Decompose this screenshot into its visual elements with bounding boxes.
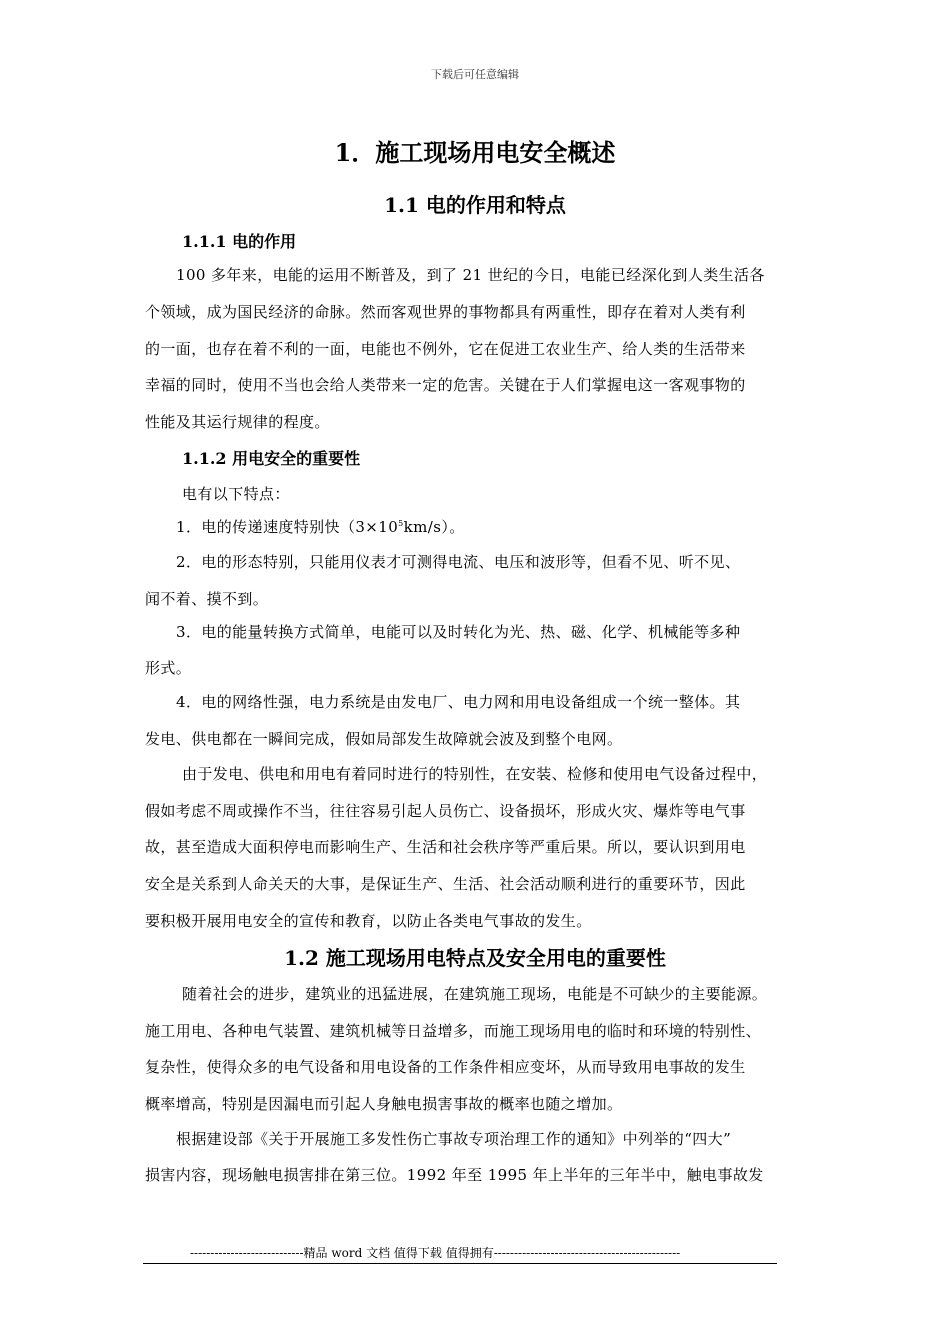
list-item-3-line1: 3．电的能量转换方式简单，电能可以及时转化为光、热、磁、化学、机械能等多种	[176, 623, 741, 641]
header-note: 下载后可任意编辑	[431, 68, 519, 81]
paragraph-line: 由于发电、供电和用电有着同时进行的特别性，在安装、检修和使用电气设备过程中，	[182, 765, 768, 783]
list-item-3-line2: 形式。	[145, 659, 192, 677]
intro-line: 电有以下特点：	[182, 485, 290, 503]
paragraph-line: 损害内容，现场触电损害排在第三位。1992 年至 1995 年上半年的三年半中，触电事故发	[145, 1166, 764, 1184]
list-item-1: 1．电的传递速度特别快$(3\times 10^5km/s)$。	[176, 518, 465, 536]
list-item-4-line2: 发电、供电都在一瞬间完成，假如局部发生故障就会波及到整个电网。	[145, 730, 623, 748]
subsection-heading-1-1-2: 1.1.2 用电安全的重要性	[182, 449, 361, 468]
paragraph-line: 根据建设部《关于开展施工多发性伤亡事故专项治理工作的通知》中列举的“四大”	[176, 1130, 732, 1148]
paragraph-line: 100 多年来，电能的运用不断普及，到了 21 世纪的今日，电能已经深化到人类生活各	[176, 266, 765, 284]
paragraph-line: 个领域，成为国民经济的命脉。然而客观世界的事物都具有两重性，即存在着对人类有利	[145, 303, 746, 321]
paragraph-line: 故，甚至造成大面积停电而影响生产、生活和社会秩序等严重后果。所以，要认识到用电	[145, 838, 746, 856]
footer-note: ----------------------------精品 word 文档 值得下载 值得拥有----------------------------------------------	[190, 1246, 681, 1260]
paragraph-line: 复杂性，使得众多的电气设备和用电设备的工作条件相应变坏，从而导致用电事故的发生	[145, 1058, 746, 1076]
exponent: 5	[398, 519, 404, 528]
subsection-heading-1-1-1: 1.1.1 电的作用	[182, 232, 297, 251]
paragraph-line: 的一面，也存在着不利的一面，电能也不例外，它在促进工农业生产、给人类的生活带来	[145, 340, 746, 358]
paragraph-line: 要积极开展用电安全的宣传和教育，以防止各类电气事故的发生。	[145, 912, 592, 930]
paragraph-line: 假如考虑不周或操作不当，往往容易引起人员伤亡、设备损坏，形成火灾、爆炸等电气事	[145, 802, 746, 820]
paragraph-line: 安全是关系到人命关天的大事，是保证生产、生活、社会活动顺利进行的重要环节，因此	[145, 875, 746, 893]
paragraph-line: 施工用电、各种电气装置、建筑机械等日益增多，而施工现场用电的临时和环境的特别性、	[145, 1022, 762, 1040]
paragraph-line: 概率增高，特别是因漏电而引起人身触电损害事故的概率也随之增加。	[145, 1095, 623, 1113]
paragraph-line: 幸福的同时，使用不当也会给人类带来一定的危害。关键在于人们掌握电这一客观事物的	[145, 376, 746, 394]
paragraph-line: 随着社会的进步，建筑业的迅猛进展，在建筑施工现场，电能是不可缺少的主要能源。	[182, 985, 768, 1003]
section-heading-1-1: 1.1 电的作用和特点	[384, 193, 566, 217]
list-item-2-line1: 2．电的形态特别，只能用仪表才可测得电流、电压和波形等，但看不见、听不见、	[176, 553, 741, 571]
list-item-4-line1: 4．电的网络性强，电力系统是由发电厂、电力网和用电设备组成一个统一整体。其	[176, 693, 741, 711]
section-heading-1-2: 1.2 施工现场用电特点及安全用电的重要性	[284, 946, 666, 970]
page-title: 1．施工现场用电安全概述	[334, 138, 616, 167]
footer-rule	[143, 1263, 777, 1264]
paragraph-line: 性能及其运行规律的程度。	[145, 413, 330, 431]
list-item-2-line2: 闻不着、摸不到。	[145, 590, 269, 608]
